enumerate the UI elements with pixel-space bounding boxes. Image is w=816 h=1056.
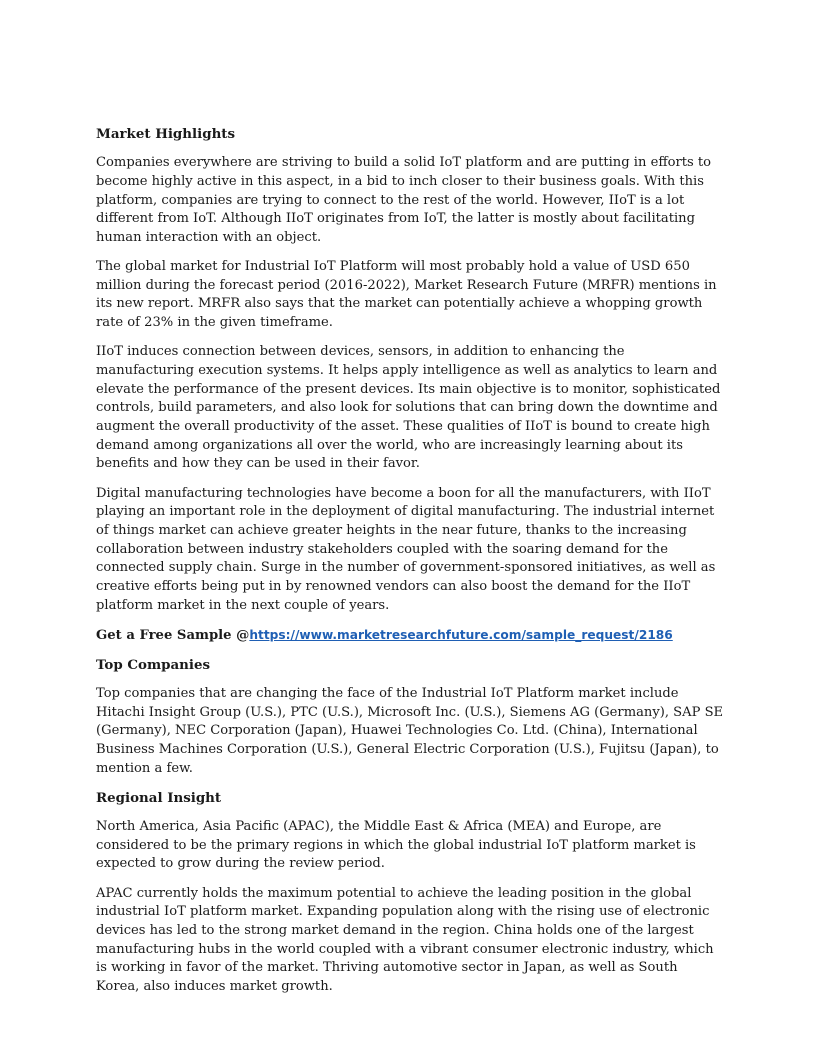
paragraph: APAC currently holds the maximum potential to achieve the leading position in the global industrial IoT platform market. Expanding population along with the rising use of electronic devices has led to the strong market demand in the region. China holds one of the largest manufacturing hubs in the world coupled with a vibrant consumer electronic industry, which is working in favor of the market. Thriving automotive sector in Japan, as well as South Korea, also induces market growth.: [96, 885, 714, 995]
paragraph: IIoT induces connection between devices, sensors, in addition to enhancing the manufacturing execution systems. It helps apply intelligence as well as analytics to learn and elevate the performance of the present devices. Its main objective is to monitor, sophisticated controls, build parameters, and also look for solutions that can bring down the downtime and augment the overall productivity of the asset. These qualities of IIoT is bound to create high demand among organizations all over the world, who are increasingly learning about its benefits and how they can be used in their favor.: [96, 344, 721, 472]
free-sample-line: [96, 626, 724, 646]
heading-market-highlights: Market Highlights: [96, 126, 236, 142]
paragraph: Digital manufacturing technologies have become a boon for all the manufacturers, with IIoT playing an important role in the deployment of digital manufacturing. The industrial internet of things market can achieve greater heights in the near future, thanks to the increasing collaboration between industry stakeholders coupled with the soaring demand for the connected supply chain. Surge in the number of government-sponsored initiatives, as well as creative efforts being put in by renowned vendors can also boost the demand for the IIoT platform market in the next couple of years.: [96, 485, 716, 613]
heading-top-companies: Top Companies: [96, 656, 211, 673]
sample-request-link[interactable]: https://www.marketresearchfuture.com/sample_request/2186: [249, 627, 673, 642]
paragraph: Companies everywhere are striving to build a solid IoT platform and are putting in efforts to become highly active in this aspect, in a bid to inch closer to their business goals. With this platform, companies are trying to connect to the rest of the world. However, IIoT is a lot different from IoT. Although IIoT originates from IoT, the latter is mostly about facilitating human interaction with an object.: [96, 155, 712, 245]
free-sample-label: Get a Free Sample @: [96, 627, 250, 643]
paragraph: The global market for Industrial IoT Platform will most probably hold a value of USD 650 million during the forecast period (2016-2022), Market Research Future (MRFR) mentions in its new report. MRFR also says that the market can potentially achieve a whopping growth rate of 23% in the given timeframe.: [96, 259, 717, 331]
heading-regional-insight: Regional Insight: [96, 789, 222, 806]
document-page: [96, 125, 724, 1007]
paragraph: North America, Asia Pacific (APAC), the Middle East & Africa (MEA) and Europe, are considered to be the primary regions in which the global industrial IoT platform market is expected to grow during the review period.: [96, 819, 696, 872]
paragraph: Top companies that are changing the face of the Industrial IoT Platform market include Hitachi Insight Group (U.S.), PTC (U.S.), Microsoft Inc. (U.S.), Siemens AG (Germany), SAP SE (Germany), NEC Corporation (Japan), Huawei Technologies Co. Ltd. (China), International Business Machines Corporation (U.S.), General Electric Corporation (U.S.), Fujitsu (Japan), to mention a few.: [96, 686, 724, 776]
